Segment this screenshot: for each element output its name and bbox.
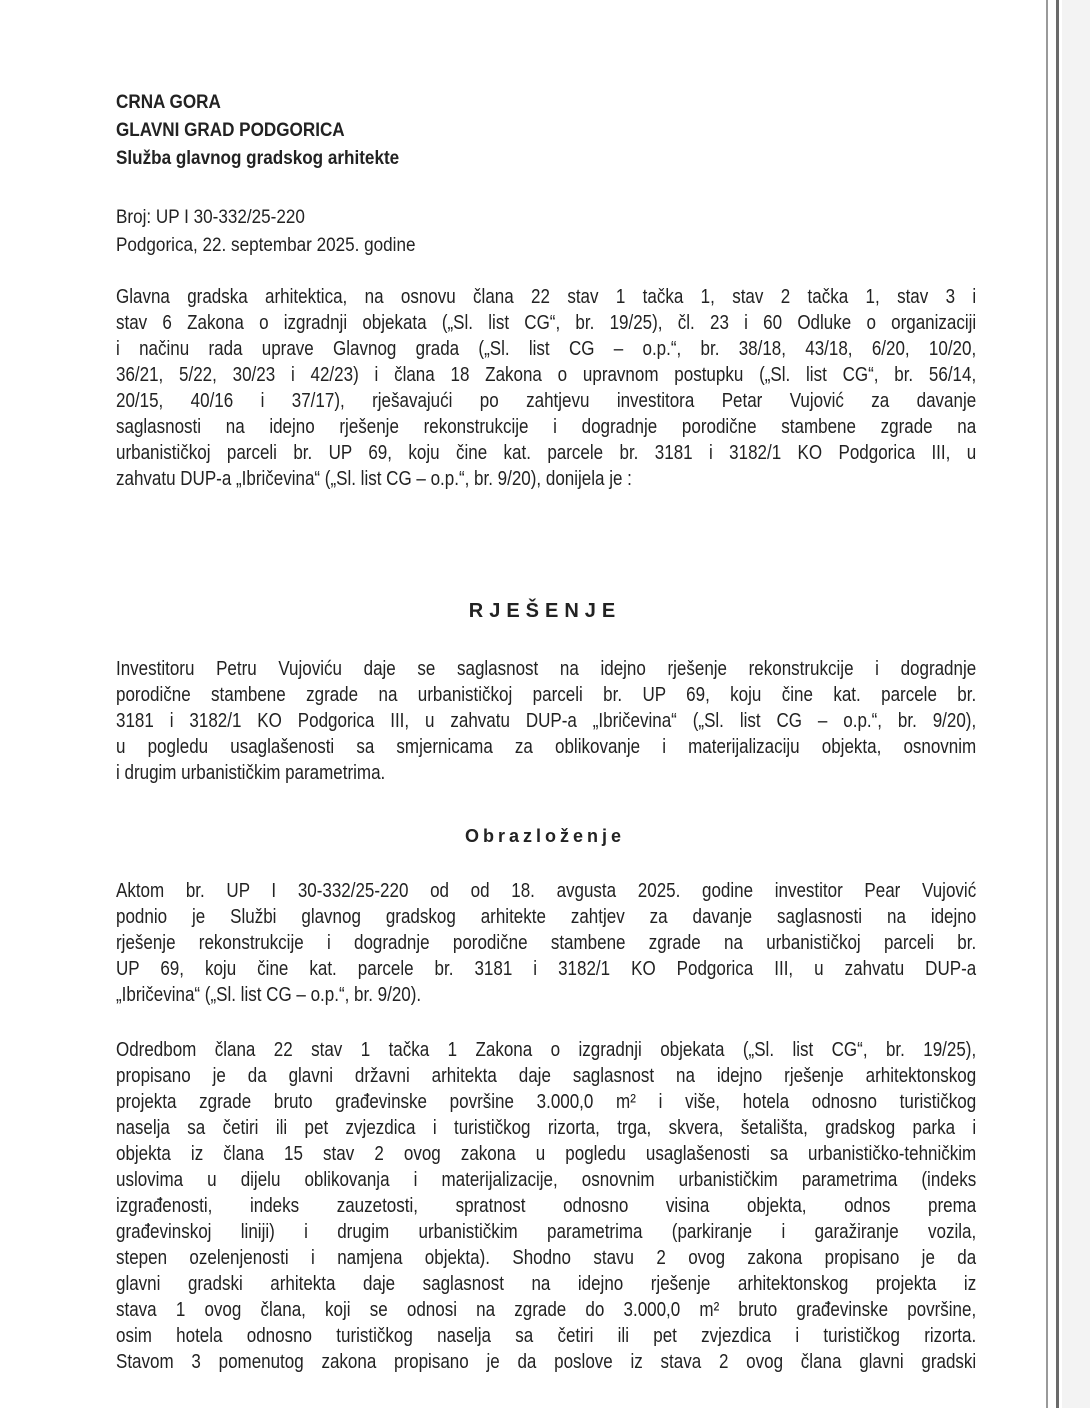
document-meta (116, 204, 449, 260)
text-line: osim hotela odnosno turističkog naselja sa četiri ili pet zvjezdica i turističkog rizorta. (116, 1325, 977, 1347)
text-line: stava 1 ovog člana, koji se odnosi na zgrade do 3.000,0 m² bruto građevinske površine, (116, 1299, 977, 1321)
office-name: Služba glavnog gradskog arhitekte (116, 148, 400, 169)
text-line: i načinu rada uprave Glavnog grada („Sl. list CG – o.p.“, br. 38/18, 43/18, 6/20, 10/20, (116, 338, 977, 360)
text-line: porodične stambene zgrade na urbanističkoj parceli br. UP 69, koju čine kat. parcele br. (116, 684, 977, 706)
text-line: Investitoru Petru Vujoviću daje se saglasnost na idejno rješenje rekonstrukcije i dogradnje (116, 658, 977, 680)
preamble-paragraph (116, 284, 1090, 492)
reasoning-paragraph-1 (116, 878, 1090, 1008)
decision-heading: RJEŠENJE (468, 600, 622, 622)
text-line: stepen ozelenjenosti i namjena objekta). Shodno stavu 2 ovog zakona propisano je da (116, 1247, 977, 1269)
text-line: stav 6 Zakona o izgradnji objekata („Sl. list CG“, br. 19/25), čl. 23 i 60 Odluke o organizaciji (116, 312, 977, 334)
document-number: Broj: UP I 30-332/25-220 (116, 207, 305, 228)
text-line: glavni gradski arhitekta daje saglasnost na idejno rješenje arhitektonskog projekta iz (116, 1273, 977, 1295)
text-line: urbanističkoj parceli br. UP 69, koju čine kat. parcele br. 3181 i 3182/1 KO Podgorica III, u (116, 442, 977, 464)
text-line: „Ibričevina“ („Sl. list CG – o.p.“, br. 9/20). (116, 984, 422, 1006)
text-line: uslovima u dijelu oblikovanja i materijalizacije, osnovnim urbanističkim parametrima (indeks (116, 1169, 977, 1191)
reasoning-paragraph-2 (116, 1037, 1090, 1375)
text-line: 3181 i 3182/1 KO Podgorica III, u zahvatu DUP-a „Ibričevina“ („Sl. list CG – o.p.“, br. 9/20), (116, 710, 977, 732)
text-line: objekta iz člana 15 stav 2 ovog zakona u pogledu usaglašenosti sa urbanističko-tehničkim (116, 1143, 977, 1165)
text-line: propisano je da glavni državni arhitekta daje saglasnost na idejno rješenje arhitektonskog (116, 1065, 977, 1087)
text-line: podnio je Službi glavnog gradskog arhitekte zahtjev za davanje saglasnosti na idejno (116, 906, 977, 928)
decision-paragraph (116, 656, 1090, 786)
document-date: Podgorica, 22. septembar 2025. godine (116, 235, 416, 256)
text-line: i drugim urbanističkim parametrima. (116, 762, 386, 784)
text-line: rješenje rekonstrukcije i dogradnje porodične stambene zgrade na urbanističkoj parceli br. (116, 932, 977, 954)
text-line: građevinskoj liniji) i drugim urbanističkim parametrima (parkiranje i garažiranje vozila, (116, 1221, 977, 1243)
text-line: Stavom 3 pomenutog zakona propisano je da poslove iz stava 2 ovog člana glavni gradski (116, 1351, 977, 1373)
text-line: saglasnosti na idejno rješenje rekonstrukcije i dogradnje porodične stambene zgrade na (116, 416, 977, 438)
text-line: projekta zgrade bruto građevinske površine 3.000,0 m² i više, hotela odnosno turističkog (116, 1091, 977, 1113)
text-line: Glavna gradska arhitektica, na osnovu člana 22 stav 1 tačka 1, stav 2 tačka 1, stav 3 i (116, 286, 977, 308)
text-line: UP 69, koju čine kat. parcele br. 3181 i 3182/1 KO Podgorica III, u zahvatu DUP-a (116, 958, 977, 980)
letterhead (116, 89, 431, 173)
reasoning-heading: Obrazloženje (464, 826, 626, 846)
text-line: izgrađenosti, indeks zauzetosti, spratnost odnosno visina objekta, odnos prema (116, 1195, 977, 1217)
text-line: 20/15, 40/16 i 37/17), rješavajući po zahtjevu investitora Petar Vujović za davanje (116, 390, 977, 412)
city-name: GLAVNI GRAD PODGORICA (116, 120, 345, 141)
text-line: Aktom br. UP I 30-332/25-220 od od 18. avgusta 2025. godine investitor Pear Vujović (116, 880, 977, 902)
text-line: zahvatu DUP-a „Ibričevina“ („Sl. list CG – o.p.“, br. 9/20), donijela je : (116, 468, 632, 490)
text-line: Odredbom člana 22 stav 1 tačka 1 Zakona o izgradnji objekata („Sl. list CG“, br. 19/25), (116, 1039, 977, 1061)
text-line: u pogledu usaglašenosti sa smjernicama za oblikovanje i materijalizaciju objekta, osnovnim (116, 736, 977, 758)
country-name: CRNA GORA (116, 92, 221, 113)
text-line: 36/21, 5/22, 30/23 i 42/23) i člana 18 Zakona o upravnom postupku („Sl. list CG“, br. 56/14, (116, 364, 977, 386)
text-line: naselja sa četiri ili pet zvjezdica i turističkog rizorta, trga, skvera, šetališta, gradskog parka i (116, 1117, 977, 1139)
